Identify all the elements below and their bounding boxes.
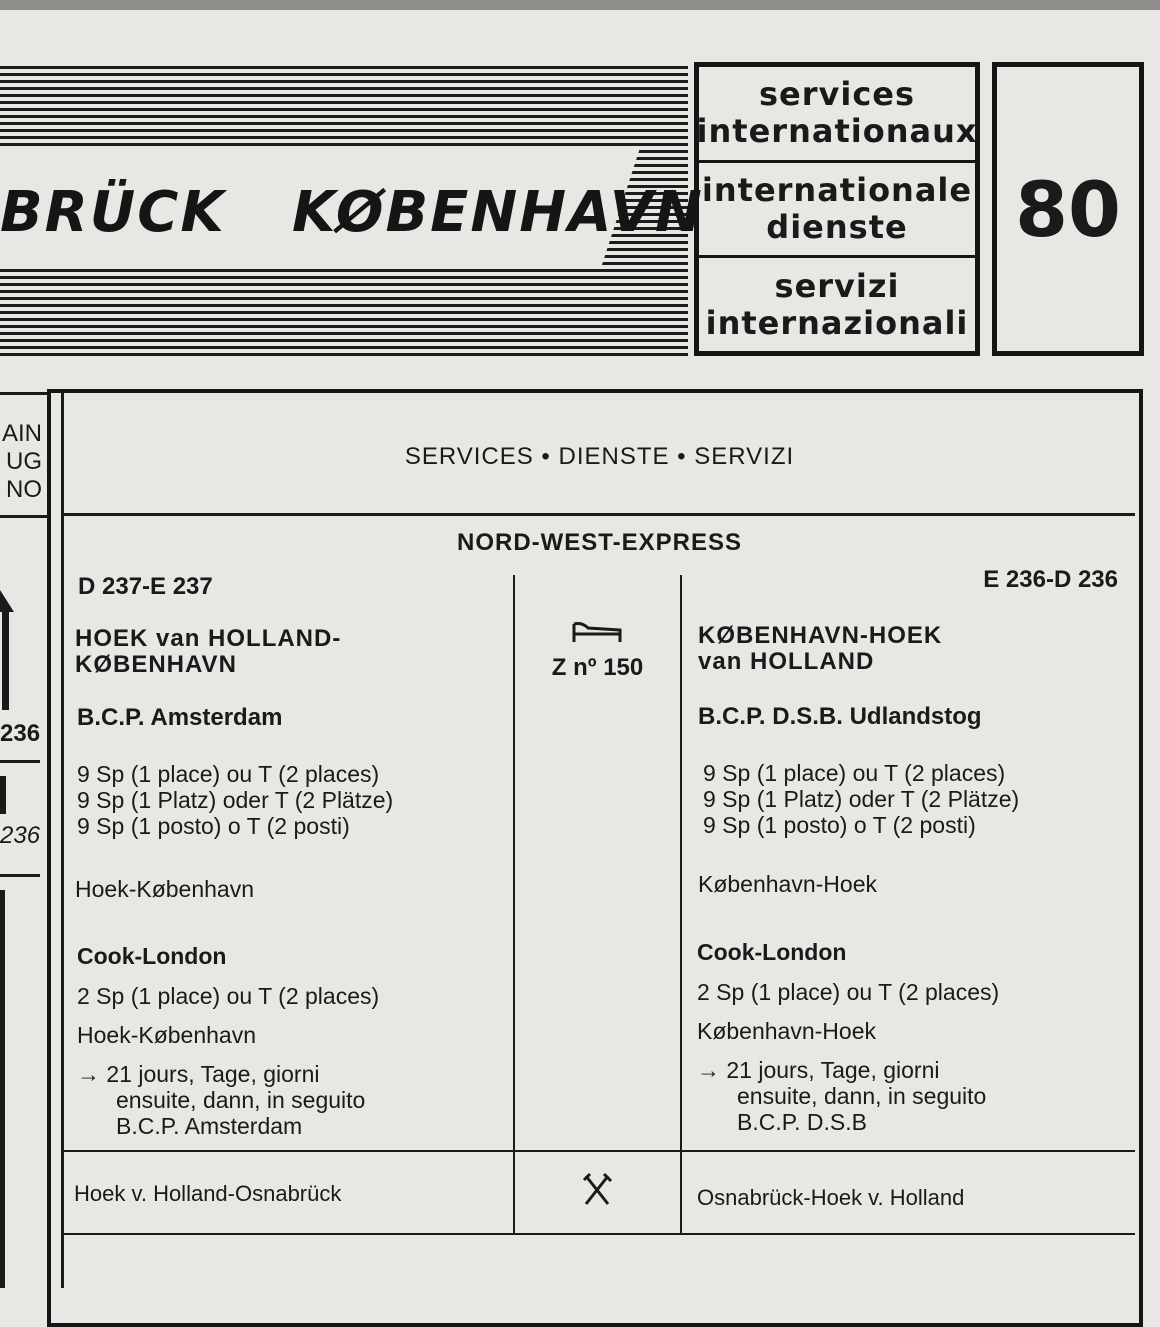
top-border bbox=[0, 0, 1160, 10]
fork-knife-icon bbox=[580, 1172, 614, 1208]
outbound-agency-berths: 2 Sp (1 place) ou T (2 places) bbox=[77, 983, 380, 1009]
left-lower-rule bbox=[0, 874, 40, 877]
outbound-berths-it: 9 Sp (1 posto) o T (2 posti) bbox=[77, 813, 350, 839]
inbound-agency: Cook-London bbox=[697, 939, 847, 965]
left-arrow-label: 236 bbox=[0, 720, 41, 747]
title-right: KØBENHAVN bbox=[292, 180, 704, 245]
inbound-berths-de: 9 Sp (1 Platz) oder T (2 Plätze) bbox=[703, 786, 1020, 812]
left-lower-bar bbox=[0, 890, 5, 1288]
outbound-note-1: → 21 jours, Tage, giorni bbox=[77, 1061, 320, 1087]
outbound-dining: Hoek v. Holland-Osnabrück bbox=[74, 1181, 342, 1206]
outbound-route-2: KØBENHAVN bbox=[75, 651, 237, 678]
left-header-rule bbox=[0, 515, 47, 518]
left-bar bbox=[0, 776, 6, 814]
outbound-note-3: B.C.P. Amsterdam bbox=[116, 1113, 303, 1139]
left-top-rule bbox=[0, 392, 47, 395]
inbound-note-3: B.C.P. D.S.B bbox=[737, 1109, 867, 1135]
inbound-berths-it: 9 Sp (1 posto) o T (2 posti) bbox=[703, 812, 976, 838]
inbound-note-2: ensuite, dann, in seguito bbox=[737, 1083, 987, 1109]
lang-german: internationale dienste bbox=[699, 160, 975, 256]
dining-bottom-rule bbox=[61, 1233, 1135, 1235]
services-header: SERVICES • DIENSTE • SERVIZI bbox=[404, 443, 795, 470]
inbound-coach: B.C.P. D.S.B. Udlandstog bbox=[698, 703, 982, 730]
bed-icon bbox=[570, 620, 626, 646]
language-box bbox=[694, 62, 980, 356]
outbound-section-2: Hoek-København bbox=[77, 1022, 256, 1048]
left-column-header: AIN UG NO bbox=[1, 420, 42, 503]
inbound-section-1: København-Hoek bbox=[698, 871, 877, 897]
left-row-label: 236 bbox=[0, 822, 41, 849]
inbound-note-1: → 21 jours, Tage, giorni bbox=[697, 1057, 940, 1083]
lang-french: services internationaux bbox=[696, 75, 978, 151]
table-number: 80 bbox=[992, 62, 1144, 356]
column-rule-right bbox=[680, 575, 682, 1235]
sleeper-label: Z nº 150 bbox=[551, 654, 644, 681]
outbound-berths-de: 9 Sp (1 Platz) oder T (2 Plätze) bbox=[77, 787, 394, 813]
inbound-berths-fr: 9 Sp (1 place) ou T (2 places) bbox=[703, 760, 1006, 786]
inbound-section-2: København-Hoek bbox=[697, 1018, 876, 1044]
lang-italian: servizi internazionali bbox=[699, 255, 975, 351]
outbound-berths-fr: 9 Sp (1 place) ou T (2 places) bbox=[77, 761, 380, 787]
inbound-agency-berths: 2 Sp (1 place) ou T (2 places) bbox=[697, 979, 1000, 1005]
inbound-route-2: van HOLLAND bbox=[698, 648, 875, 675]
outbound-route-1: HOEK van HOLLAND- bbox=[75, 625, 342, 652]
inner-left-rule bbox=[61, 393, 64, 1288]
inbound-train: E 236-D 236 bbox=[983, 566, 1118, 593]
outbound-coach: B.C.P. Amsterdam bbox=[77, 704, 283, 731]
outbound-section-1: Hoek-København bbox=[75, 876, 254, 902]
inbound-dining: Osnabrück-Hoek v. Holland bbox=[697, 1185, 965, 1210]
title-left: BRÜCK bbox=[0, 180, 226, 245]
left-mid-rule bbox=[0, 760, 40, 763]
dining-top-rule bbox=[61, 1150, 1135, 1152]
header-rule bbox=[61, 513, 1135, 516]
train-name: NORD-WEST-EXPRESS bbox=[456, 529, 743, 556]
outbound-agency: Cook-London bbox=[77, 943, 227, 969]
inbound-route-1: KØBENHAVN-HOEK bbox=[698, 622, 943, 649]
outbound-train: D 237-E 237 bbox=[78, 573, 213, 600]
up-arrow-icon bbox=[0, 590, 40, 710]
outbound-note-2: ensuite, dann, in seguito bbox=[116, 1087, 366, 1113]
